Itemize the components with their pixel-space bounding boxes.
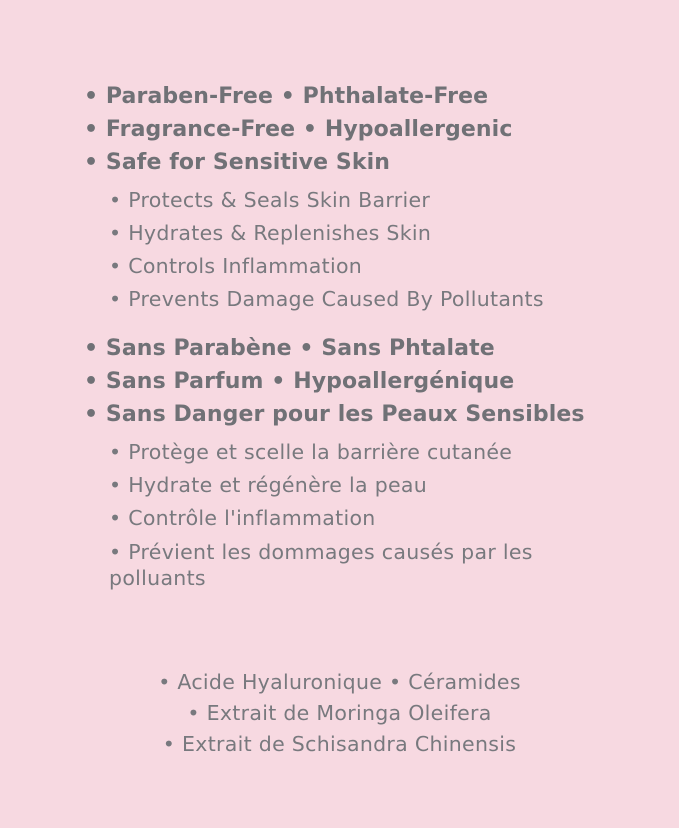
ingredient-line: • Extrait de Moringa Oleifera [187,701,492,725]
benefit-item: • Prevents Damage Caused By Pollutants [109,287,544,311]
benefit-item: • Controls Inflammation [109,254,363,278]
benefit-item: • Contrôle l'inflammation [109,506,376,530]
benefit-item: • Hydrates & Replenishes Skin [109,221,432,245]
headline-peaux-sensibles: • Sans Danger pour les Peaux Sensibles [84,402,585,427]
benefit-item: • Protège et scelle la barrière cutanée [109,440,513,464]
benefit-item: • Prévient les dommages causés par les polluants [109,540,533,590]
ingredient-line: • Extrait de Schisandra Chinensis [162,732,517,756]
headline-paraben-phthalate: • Paraben-Free • Phthalate-Free [84,84,489,109]
headline-sensitive-skin: • Safe for Sensitive Skin [84,150,390,175]
headline-sans-parabene: • Sans Parabène • Sans Phtalate [84,336,495,361]
headline-fragrance-hypoallergenic: • Fragrance-Free • Hypoallergenic [84,117,513,142]
benefit-item: • Hydrate et régénère la peau [109,473,428,497]
headline-sans-parfum: • Sans Parfum • Hypoallergénique [84,369,515,394]
ingredient-line: • Acide Hyaluronique • Céramides [158,670,521,694]
benefit-item: • Protects & Seals Skin Barrier [109,188,431,212]
